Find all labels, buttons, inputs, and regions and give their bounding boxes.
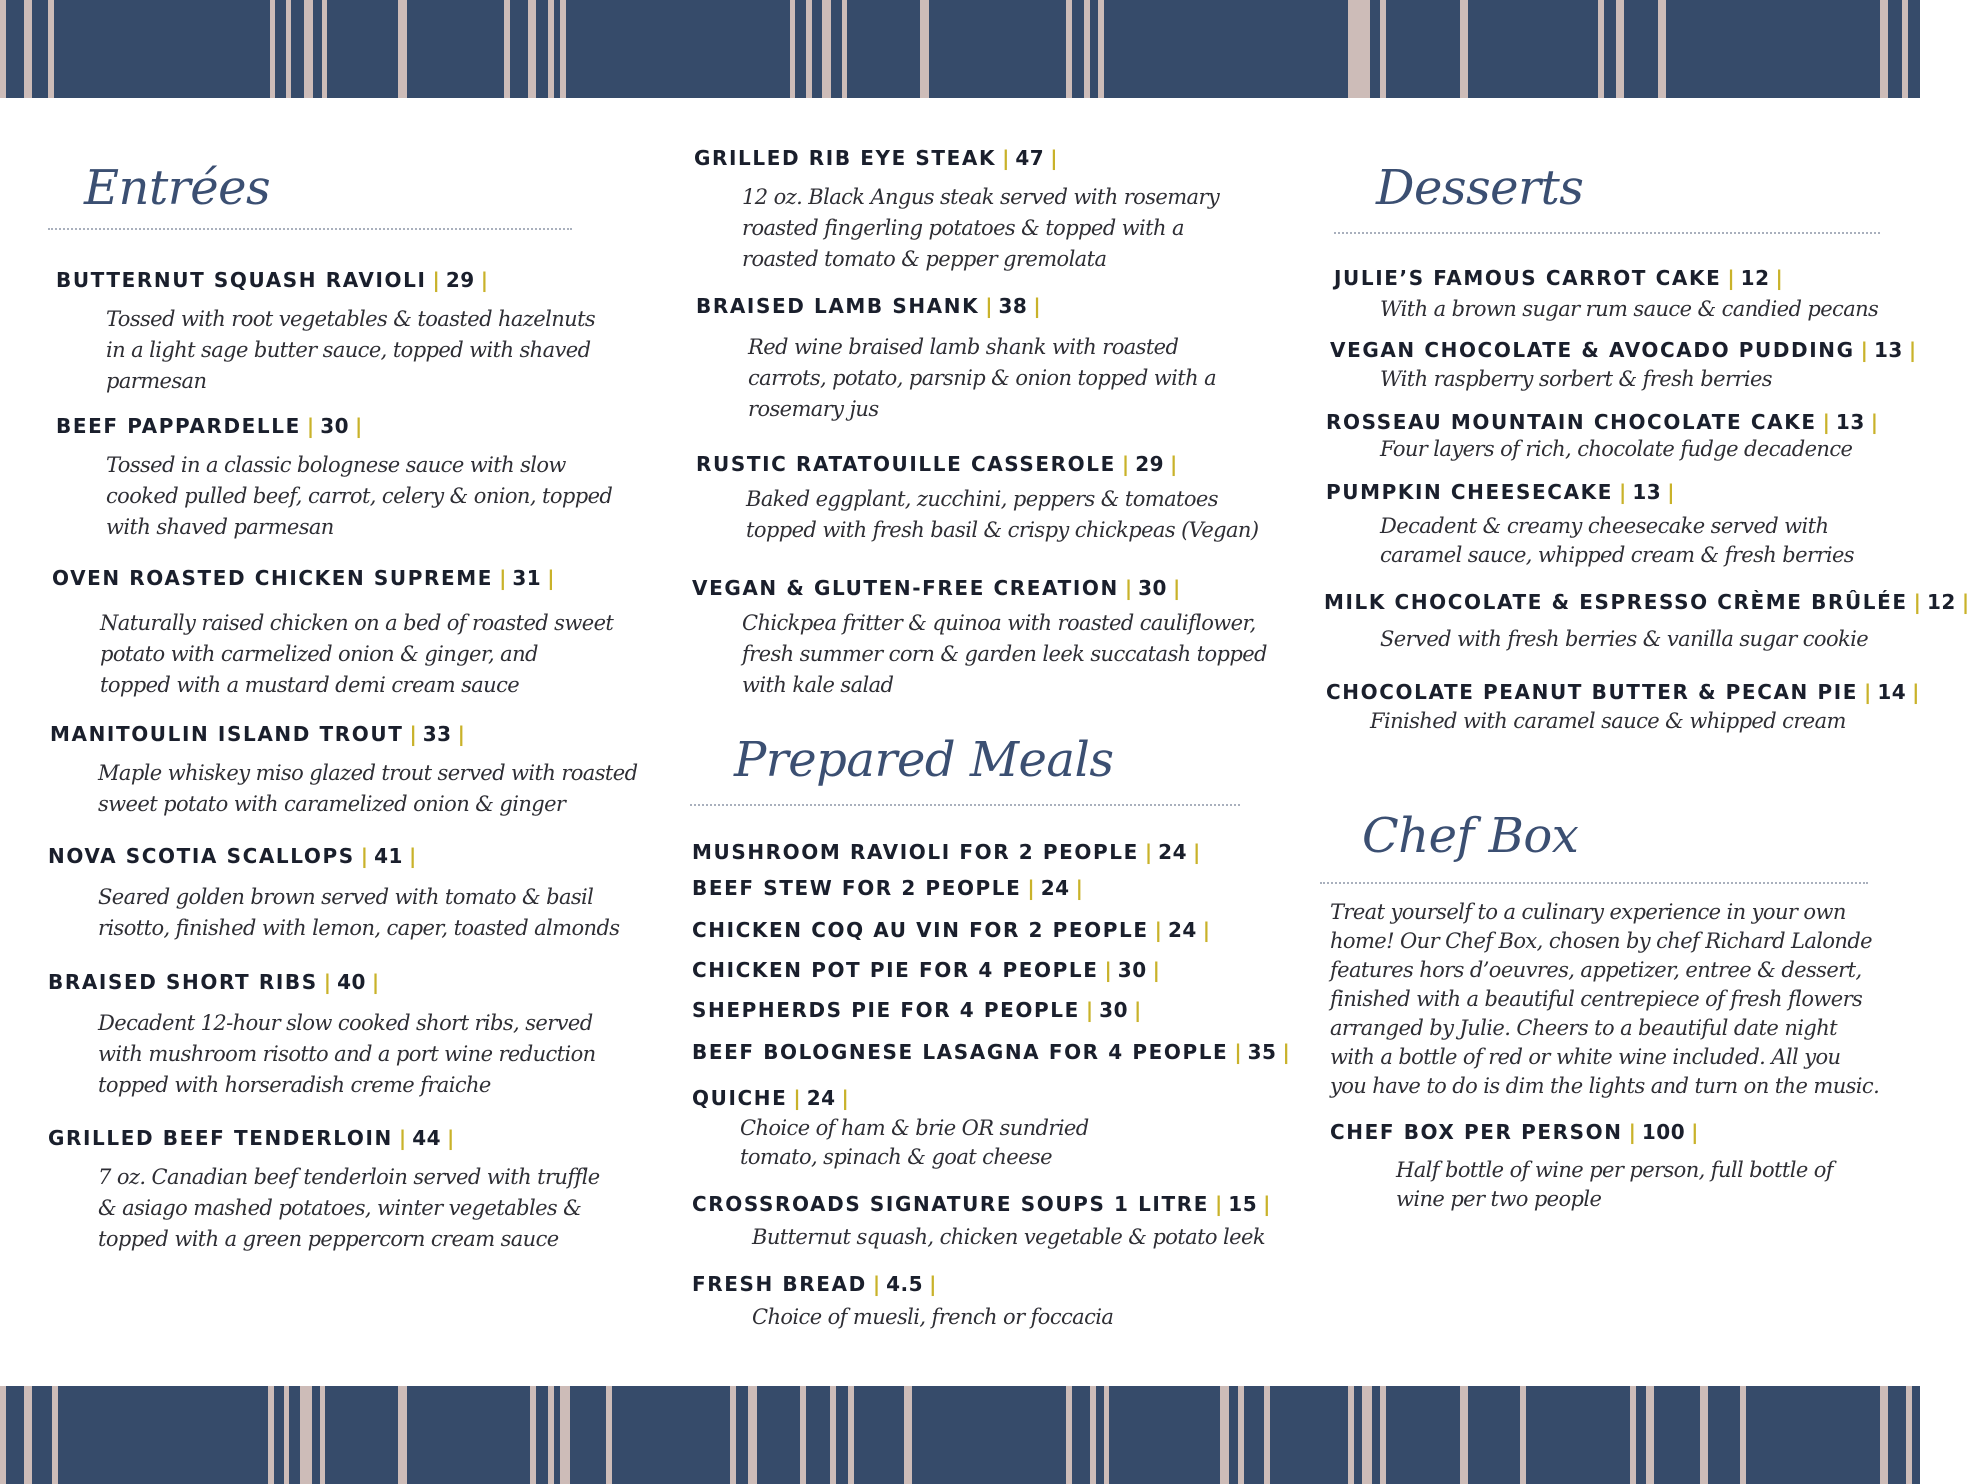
section-divider: [1334, 232, 1880, 234]
menu-item: [692, 1040, 1296, 1064]
stripe: [790, 0, 795, 98]
item-description: [98, 882, 619, 944]
item-price: 29: [445, 268, 475, 292]
item-description: [106, 304, 595, 397]
item-name: QUICHE: [692, 1086, 788, 1110]
item-price: 30: [320, 414, 350, 438]
description-line: 7 oz. Canadian beef tenderloin served with truffle: [98, 1165, 600, 1189]
stripe: [1104, 1386, 1109, 1484]
price-separator: |: [985, 294, 993, 318]
description-line: Red wine braised lamb shank with roasted: [748, 335, 1179, 359]
item-name: CHEF BOX PER PERSON: [1330, 1120, 1623, 1144]
stripe: [1880, 1386, 1888, 1484]
description-line: Seared golden brown served with tomato & basil: [98, 885, 594, 909]
menu-item: [692, 576, 1186, 600]
menu-item: [696, 294, 1047, 318]
stripe: [304, 0, 313, 98]
price-separator: |: [547, 566, 555, 590]
menu-item: [50, 722, 471, 746]
item-name: GRILLED BEEF TENDERLOIN: [48, 1126, 393, 1150]
stripe: [1362, 1386, 1372, 1484]
price-separator: |: [1050, 146, 1058, 170]
item-name: RUSTIC RATATOUILLE CASSEROLE: [696, 452, 1116, 476]
stripe: [822, 0, 831, 98]
item-description: [98, 1162, 600, 1255]
menu-item: [56, 268, 494, 292]
stripe: [398, 0, 407, 98]
price-separator: |: [1908, 338, 1917, 362]
price-separator: |: [360, 844, 369, 868]
price-separator: |: [1282, 1040, 1290, 1064]
menu-item: [692, 1192, 1276, 1216]
item-name: VEGAN CHOCOLATE & AVOCADO PUDDING: [1330, 338, 1855, 362]
price-separator: |: [1104, 958, 1112, 982]
item-price: 30: [1099, 998, 1129, 1022]
description-line: Served with fresh berries & vanilla sugar cookie: [1380, 627, 1869, 651]
item-description: [98, 758, 637, 820]
item-name: CHICKEN COQ AU VIN FOR 2 PEOPLE: [692, 918, 1149, 942]
stripe: [1460, 0, 1468, 98]
item-price: 40: [337, 970, 366, 994]
item-price: 24: [1040, 876, 1070, 900]
description-line: tomato, spinach & goat cheese: [740, 1145, 1052, 1169]
item-price: 12: [1926, 590, 1956, 614]
item-price: 13: [1835, 410, 1865, 434]
menu-item: [1330, 338, 1922, 362]
item-description: [1380, 294, 1878, 325]
description-line: Half bottle of wine per person, full bottle of: [1396, 1158, 1833, 1182]
description-line: Tossed in a classic bolognese sauce with slow: [106, 453, 566, 477]
price-separator: |: [1152, 958, 1160, 982]
price-separator: |: [793, 1086, 801, 1110]
item-description: [742, 608, 1267, 701]
stripe: [1066, 1386, 1072, 1484]
item-name: VEGAN & GLUTEN-FREE CREATION: [692, 576, 1119, 600]
desserts-title: Desserts: [1376, 160, 1584, 216]
stripe: [1098, 0, 1104, 98]
stripe: [842, 0, 847, 98]
menu-item: [1334, 266, 1789, 290]
price-separator: |: [306, 414, 315, 438]
menu-item: [1330, 1120, 1704, 1144]
item-description: [742, 182, 1219, 275]
item-name: ROSSEAU MOUNTAIN CHOCOLATE CAKE: [1326, 410, 1817, 434]
item-price: 13: [1873, 338, 1903, 362]
description-line: Finished with caramel sauce & whipped cream: [1370, 709, 1846, 733]
price-separator: |: [1202, 918, 1211, 942]
stripe: [322, 0, 327, 98]
stripe: [1348, 1386, 1354, 1484]
item-name: MANITOULIN ISLAND TROUT: [50, 722, 404, 746]
stripe: [1902, 0, 1908, 98]
menu-item: [692, 918, 1216, 942]
description-line: 12 oz. Black Angus steak served with rosemary: [742, 185, 1220, 209]
item-price: 31: [512, 566, 542, 590]
item-price: 38: [998, 294, 1028, 318]
price-separator: |: [1860, 338, 1868, 362]
stripe: [1906, 1386, 1912, 1484]
price-separator: |: [409, 722, 417, 746]
price-separator: |: [1667, 480, 1675, 504]
description-line: topped with horseradish creme fraiche: [98, 1073, 491, 1097]
stripe: [560, 1386, 570, 1484]
price-separator: |: [371, 970, 380, 994]
stripe: [284, 1386, 289, 1484]
price-separator: |: [457, 722, 465, 746]
stripe: [548, 1386, 554, 1484]
description-line: carrots, potato, parsnip & onion topped with a: [748, 366, 1217, 390]
description-line: roasted fingerling potatoes & topped with a: [742, 216, 1184, 240]
price-separator: |: [872, 1272, 881, 1296]
chef-box-intro: [1330, 898, 1879, 1101]
stripe: [748, 1386, 757, 1484]
stripe: [1630, 1386, 1636, 1484]
item-description: [740, 1114, 1089, 1172]
stripe: [48, 0, 54, 98]
item-name: CHICKEN POT PIE FOR 4 PEOPLE: [692, 958, 1099, 982]
stripe: [270, 0, 275, 98]
menu-item: [692, 1272, 942, 1296]
stripe: [24, 1386, 32, 1484]
item-description: [1370, 706, 1846, 737]
price-separator: |: [1085, 998, 1094, 1022]
description-line: & asiago mashed potatoes, winter vegetables &: [98, 1196, 582, 1220]
stripe: [398, 1386, 407, 1484]
stripe: [268, 1386, 274, 1484]
stripe: [920, 0, 929, 98]
stripe: [504, 0, 510, 98]
description-line: fresh summer corn & garden leek succatash topped: [742, 642, 1267, 666]
top-stripe-band: [0, 0, 1920, 98]
description-line: Chickpea fritter & quinoa with roasted cauliflower,: [742, 611, 1256, 635]
item-price: 14: [1877, 680, 1907, 704]
item-description: [752, 1302, 1113, 1333]
stripe: [1066, 0, 1072, 98]
item-name: BUTTERNUT SQUASH RAVIOLI: [56, 268, 427, 292]
item-name: NOVA SCOTIA SCALLOPS: [48, 844, 355, 868]
item-name: CROSSROADS SIGNATURE SOUPS 1 LITRE: [692, 1192, 1209, 1216]
menu-item: [692, 998, 1147, 1022]
item-price: 35: [1247, 1040, 1277, 1064]
stripe: [1220, 1386, 1229, 1484]
prepared-meals-title: Prepared Meals: [734, 732, 1114, 788]
description-line: Maple whiskey miso glazed trout served with roasted: [98, 761, 638, 785]
price-separator: |: [1121, 452, 1130, 476]
price-separator: |: [1172, 576, 1181, 600]
description-line: wine per two people: [1396, 1187, 1602, 1211]
price-separator: |: [1002, 146, 1010, 170]
item-name: JULIE’S FAMOUS CARROT CAKE: [1334, 266, 1722, 290]
stripe: [806, 0, 812, 98]
stripe: [730, 1386, 736, 1484]
item-name: BRAISED LAMB SHANK: [696, 294, 980, 318]
price-separator: |: [1870, 410, 1879, 434]
price-separator: |: [1134, 998, 1142, 1022]
item-price: 15: [1228, 1192, 1258, 1216]
item-name: SHEPHERDS PIE FOR 4 PEOPLE: [692, 998, 1080, 1022]
item-name: MILK CHOCOLATE & ESPRESSO CRÈME BRÛLÉE: [1324, 590, 1908, 614]
item-description: [106, 450, 612, 543]
price-separator: |: [408, 844, 417, 868]
item-price: 100: [1641, 1120, 1686, 1144]
description-line: Tossed with root vegetables & toasted hazelnuts: [106, 307, 596, 331]
price-separator: |: [1263, 1192, 1271, 1216]
menu-item: [1326, 680, 1925, 704]
description-line: you have to do is dim the lights and turn on the music.: [1330, 1074, 1880, 1098]
entrees-title: Entrées: [84, 160, 271, 216]
stripe: [1238, 1386, 1244, 1484]
stripe: [904, 1386, 912, 1484]
item-price: 41: [374, 844, 403, 868]
item-description: [100, 608, 613, 701]
menu-item: [692, 1086, 855, 1110]
menu-item: [1326, 480, 1681, 504]
price-separator: |: [323, 970, 332, 994]
stripe: [1380, 0, 1386, 98]
description-line: topped with a green peppercorn cream sauce: [98, 1227, 559, 1251]
price-separator: |: [1170, 452, 1178, 476]
stripe: [1520, 1386, 1526, 1484]
item-name: MUSHROOM RAVIOLI FOR 2 PEOPLE: [692, 840, 1139, 864]
item-name: BEEF PAPPARDELLE: [56, 414, 301, 438]
price-separator: |: [1075, 876, 1083, 900]
description-line: With a brown sugar rum sauce & candied pecans: [1380, 297, 1879, 321]
stripe: [286, 0, 291, 98]
price-separator: |: [499, 566, 507, 590]
section-divider: [1320, 882, 1868, 884]
stripe: [1646, 1386, 1654, 1484]
stripe: [1348, 0, 1356, 98]
price-separator: |: [1912, 680, 1920, 704]
item-name: BEEF STEW FOR 2 PEOPLE: [692, 876, 1022, 900]
section-divider: [48, 228, 572, 230]
description-line: Four layers of rich, chocolate fudge decadence: [1380, 437, 1853, 461]
price-separator: |: [1144, 840, 1153, 864]
price-separator: |: [432, 268, 440, 292]
item-price: 24: [1167, 918, 1197, 942]
menu-item: [692, 840, 1206, 864]
item-description: [1380, 434, 1852, 465]
chef-box-title: Chef Box: [1362, 808, 1579, 864]
price-separator: |: [1033, 294, 1041, 318]
stripe: [1598, 0, 1604, 98]
price-separator: |: [1124, 576, 1133, 600]
description-line: with shaved parmesan: [106, 515, 334, 539]
item-price: 12: [1740, 266, 1770, 290]
menu-item: [692, 958, 1166, 982]
price-separator: |: [1027, 876, 1035, 900]
price-separator: |: [1628, 1120, 1636, 1144]
price-separator: |: [1193, 840, 1201, 864]
price-separator: |: [355, 414, 363, 438]
stripe: [830, 1386, 836, 1484]
stripe: [320, 1386, 325, 1484]
stripe: [1264, 1386, 1270, 1484]
description-line: with a bottle of red or white wine included. All you: [1330, 1045, 1841, 1069]
item-name: OVEN ROASTED CHICKEN SUPREME: [52, 566, 494, 590]
item-price: 29: [1135, 452, 1165, 476]
price-separator: |: [1864, 680, 1872, 704]
stripe: [52, 1386, 58, 1484]
description-line: Naturally raised chicken on a bed of roasted sweet: [100, 611, 614, 635]
stripe: [300, 1386, 312, 1484]
price-separator: |: [480, 268, 488, 292]
menu-item: [694, 146, 1064, 170]
price-separator: |: [1822, 410, 1830, 434]
price-separator: |: [1691, 1120, 1699, 1144]
description-line: roasted tomato & pepper gremolata: [742, 247, 1107, 271]
bottom-stripe-band: [0, 1386, 1920, 1484]
stripe: [24, 0, 32, 98]
item-name: BEEF BOLOGNESE LASAGNA FOR 4 PEOPLE: [692, 1040, 1229, 1064]
description-line: home! Our Chef Box, chosen by chef Richard Lalonde: [1330, 929, 1873, 953]
stripe: [1700, 1386, 1708, 1484]
item-price: 44: [412, 1126, 442, 1150]
stripe: [1658, 0, 1666, 98]
price-separator: |: [398, 1126, 407, 1150]
stripe: [1880, 0, 1888, 98]
description-line: caramel sauce, whipped cream & fresh berries: [1380, 543, 1854, 567]
stripe: [560, 0, 566, 98]
description-line: rosemary jus: [748, 397, 879, 421]
price-separator: |: [1913, 590, 1921, 614]
item-name: GRILLED RIB EYE STEAK: [694, 146, 997, 170]
stripe: [548, 0, 554, 98]
stripe: [1084, 0, 1090, 98]
item-price: 4.5: [886, 1272, 924, 1296]
stripe: [800, 1386, 806, 1484]
stripe: [0, 1386, 6, 1484]
description-line: parmesan: [106, 369, 207, 393]
item-name: PUMPKIN CHEESECAKE: [1326, 480, 1614, 504]
description-line: Choice of ham & brie OR sundried: [740, 1116, 1089, 1140]
description-line: with mushroom risotto and a port wine reduction: [98, 1042, 596, 1066]
item-description: [1380, 512, 1854, 570]
description-line: with kale salad: [742, 673, 894, 697]
menu-item: [1324, 590, 1975, 614]
item-description: [748, 332, 1216, 425]
item-price: 13: [1632, 480, 1662, 504]
stripe: [1380, 1386, 1386, 1484]
price-separator: |: [1727, 266, 1735, 290]
description-line: arranged by Julie. Cheers to a beautiful date night: [1330, 1016, 1837, 1040]
description-line: Choice of muesli, french or foccacia: [752, 1305, 1114, 1329]
price-separator: |: [929, 1272, 937, 1296]
menu-item: [1326, 410, 1884, 434]
stripe: [1460, 1386, 1468, 1484]
description-line: in a light sage butter sauce, topped with shaved: [106, 338, 591, 362]
description-line: Decadent 12-hour slow cooked short ribs, served: [98, 1011, 593, 1035]
stripe: [530, 1386, 536, 1484]
description-line: potato with carmelized onion & ginger, and: [100, 642, 538, 666]
stripe: [606, 1386, 612, 1484]
item-price: 47: [1015, 146, 1045, 170]
price-separator: |: [1775, 266, 1783, 290]
description-line: Butternut squash, chicken vegetable & potato leek: [752, 1225, 1265, 1249]
menu-item: [56, 414, 368, 438]
item-price: 33: [422, 722, 452, 746]
item-price: 24: [1158, 840, 1187, 864]
stripe: [528, 0, 536, 98]
item-description: [746, 484, 1258, 546]
description-line: With raspberry sorbert & fresh berries: [1380, 367, 1772, 391]
item-name: BRAISED SHORT RIBS: [48, 970, 318, 994]
menu-item: [692, 876, 1089, 900]
description-line: Baked eggplant, zucchini, peppers & tomatoes: [746, 487, 1218, 511]
stripe: [848, 1386, 854, 1484]
description-line: topped with a mustard demi cream sauce: [100, 673, 520, 697]
description-line: topped with fresh basil & crispy chickpeas (Vegan): [746, 518, 1259, 542]
description-line: finished with a beautiful centrepiece of fresh flowers: [1330, 987, 1863, 1011]
stripe: [1740, 1386, 1746, 1484]
section-divider: [690, 804, 1240, 806]
description-line: sweet potato with caramelized onion & ginger: [98, 792, 566, 816]
price-separator: |: [1234, 1040, 1242, 1064]
item-description: [1380, 364, 1772, 395]
price-separator: |: [1154, 918, 1162, 942]
price-separator: |: [1214, 1192, 1223, 1216]
price-separator: |: [1961, 590, 1970, 614]
item-price: 24: [806, 1086, 836, 1110]
item-name: CHOCOLATE PEANUT BUTTER & PECAN PIE: [1326, 680, 1859, 704]
item-description: [752, 1222, 1265, 1253]
description-line: cooked pulled beef, carrot, celery & onion, topped: [106, 484, 613, 508]
description-line: features hors d’oeuvres, appetizer, entree & dessert,: [1330, 958, 1862, 982]
stripe: [1356, 0, 1370, 98]
menu-item: [48, 844, 422, 868]
price-separator: |: [1619, 480, 1627, 504]
item-price: 30: [1117, 958, 1147, 982]
item-description: [1380, 624, 1868, 655]
description-line: risotto, finished with lemon, caper, toasted almonds: [98, 916, 620, 940]
menu-item: [52, 566, 561, 590]
item-price: 30: [1138, 576, 1167, 600]
stripe: [1616, 0, 1624, 98]
description-line: Treat yourself to a culinary experience in your own: [1330, 900, 1846, 924]
menu-item: [48, 1126, 460, 1150]
item-description: [98, 1008, 596, 1101]
stripe: [0, 0, 6, 98]
price-separator: |: [841, 1086, 849, 1110]
menu-item: [696, 452, 1183, 476]
item-description: [1396, 1156, 1833, 1214]
item-name: FRESH BREAD: [692, 1272, 867, 1296]
description-line: Decadent & creamy cheesecake served with: [1380, 514, 1829, 538]
stripe: [1090, 1386, 1096, 1484]
price-separator: |: [447, 1126, 455, 1150]
menu-item: [48, 970, 385, 994]
